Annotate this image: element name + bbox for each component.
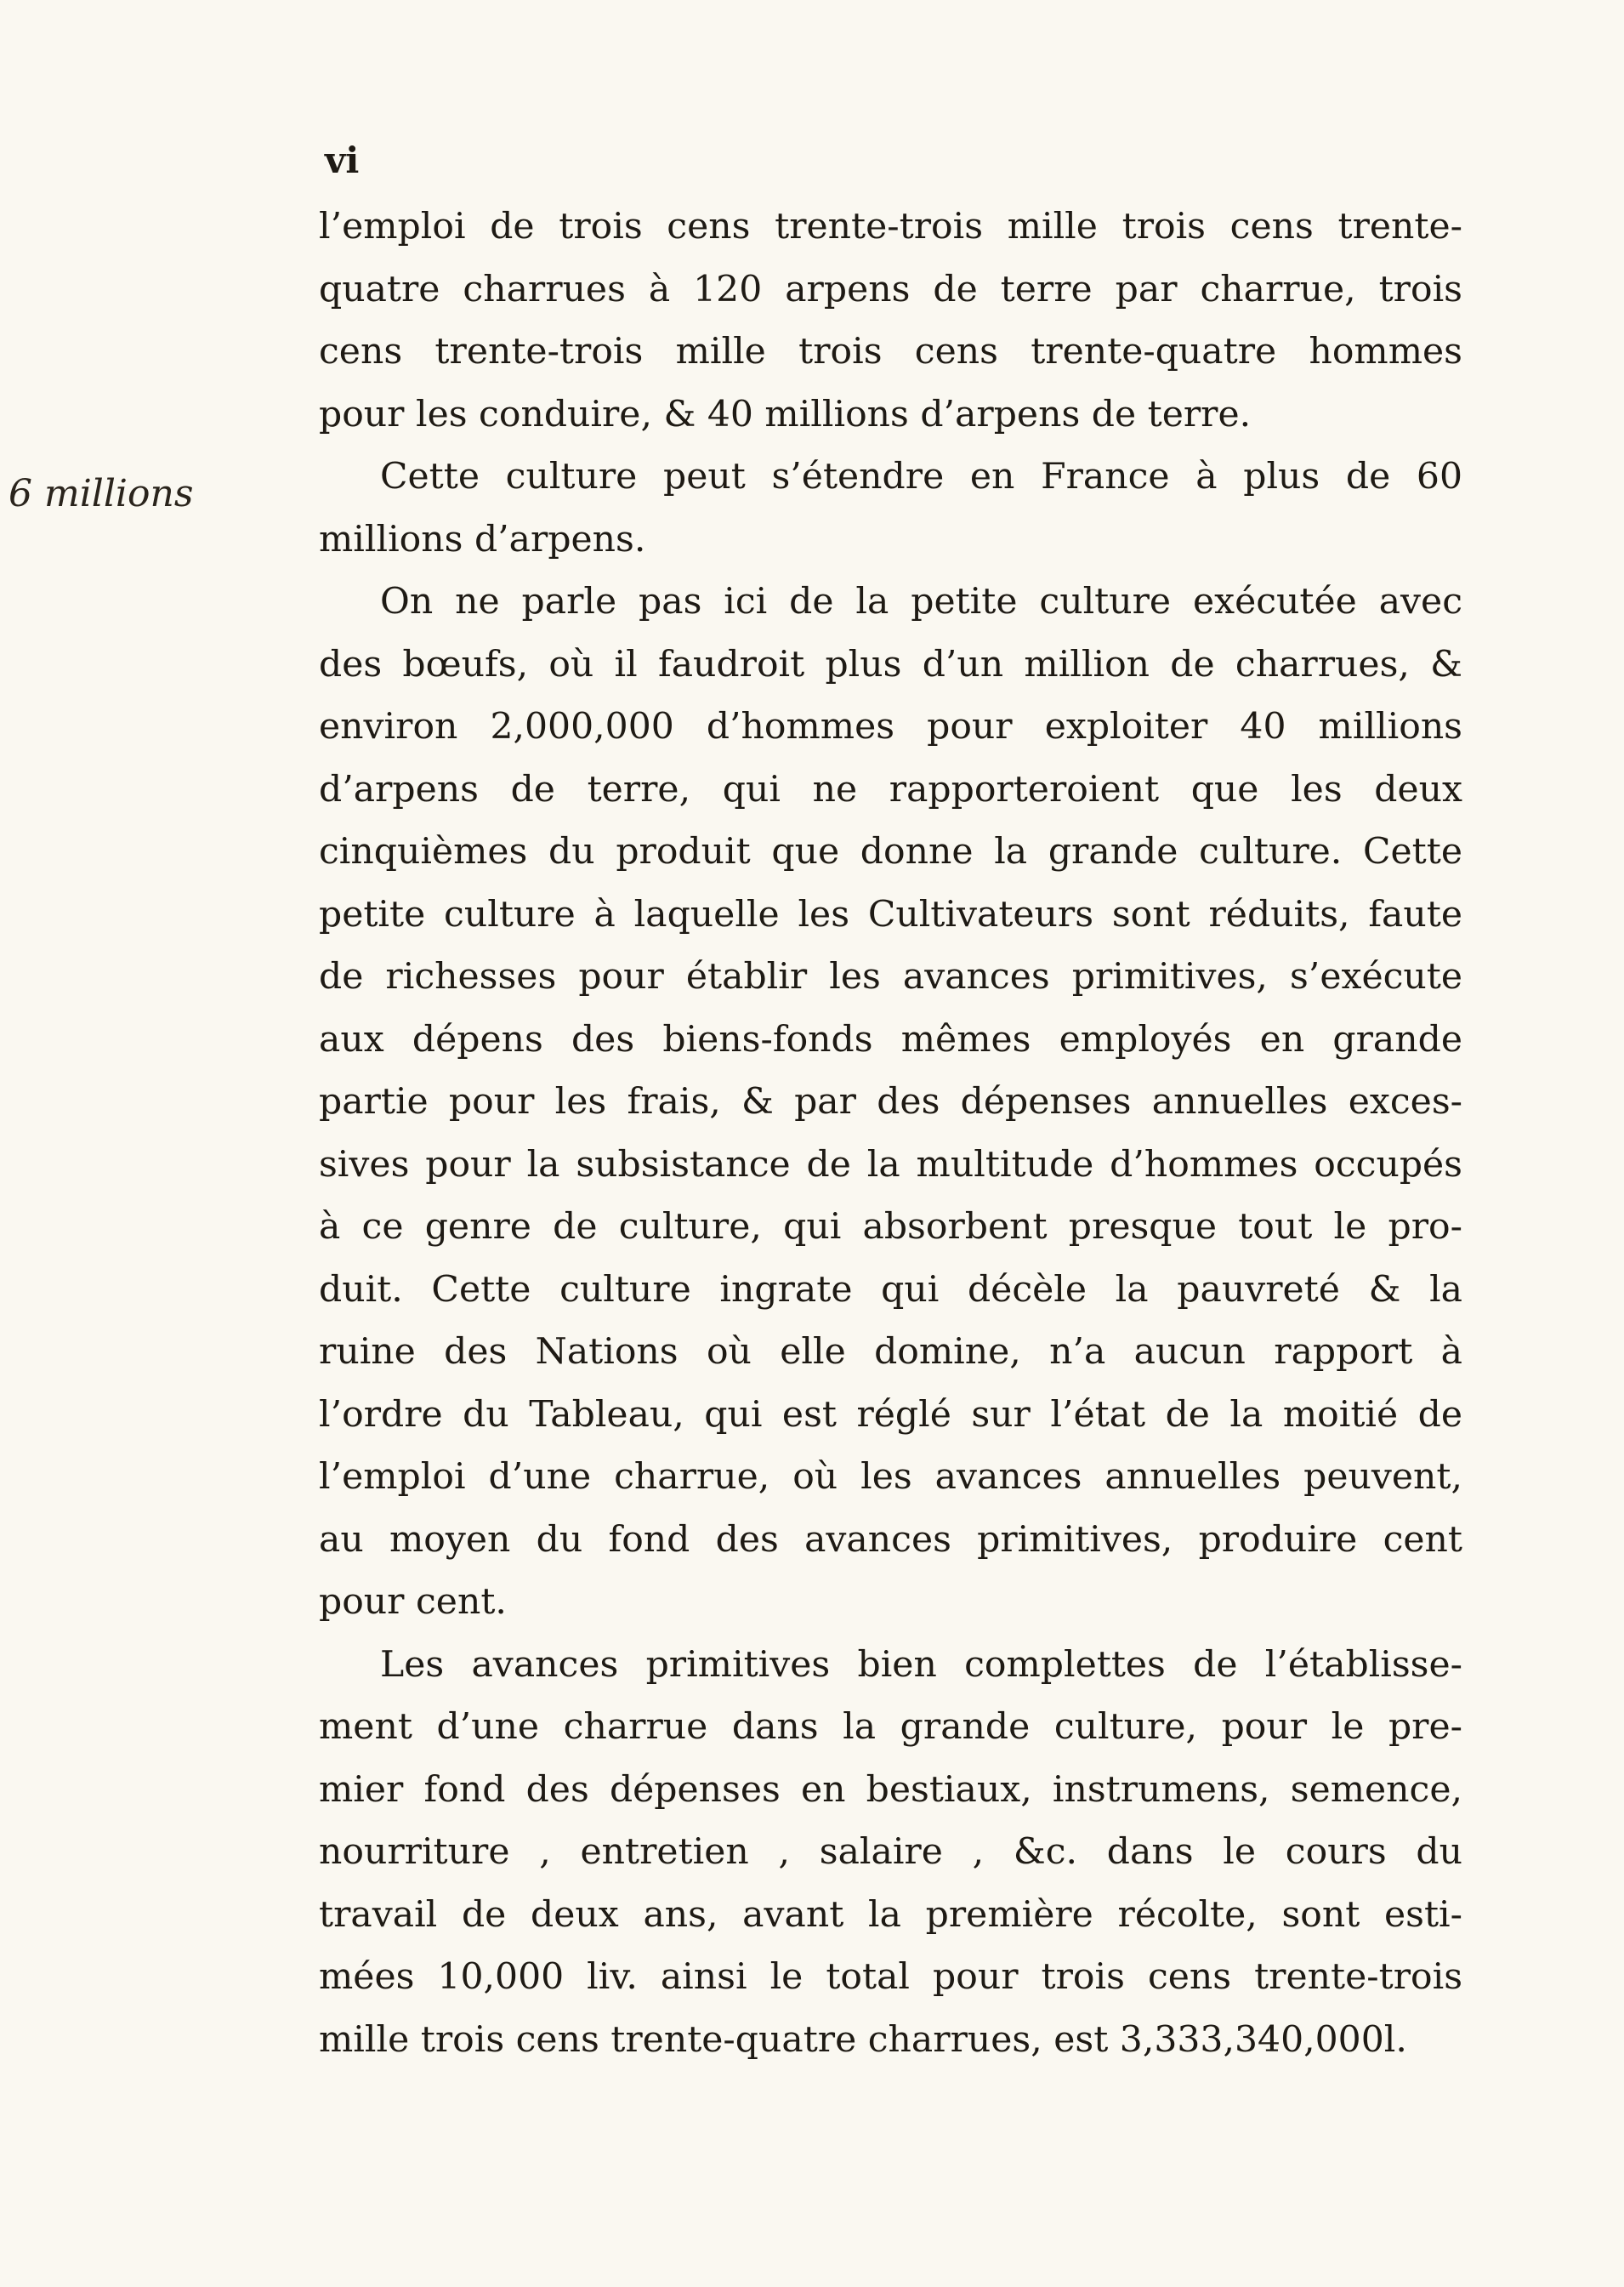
text-line: au moyen du fond des avances primitives, produire cent [319, 1518, 1462, 1561]
text-line: mées 10,000 liv. ainsi le total pour trois cens trente-trois [319, 1956, 1462, 1998]
text-line: ment d’une charrue dans la grande culture, pour le pre- [319, 1706, 1462, 1748]
text-line: d’arpens de terre, qui ne rapporteroient que les deux [319, 768, 1462, 811]
text-line: ruine des Nations où elle domine, n’a aucun rapport à [319, 1331, 1462, 1373]
text-line: Les avances primitives bien complettes de l’établisse- [380, 1643, 1462, 1686]
margin-annotation: 6 millions [9, 472, 194, 515]
text-line: de richesses pour établir les avances primitives, s’exécute [319, 956, 1462, 998]
text-line: nourriture , entretien , salaire , &c. dans le cours du [319, 1831, 1462, 1873]
text-line: travail de deux ans, avant la première récolte, sont esti- [319, 1893, 1462, 1936]
text-line: cinquièmes du produit que donne la grande culture. Cette [319, 831, 1462, 873]
text-line: quatre charrues à 120 arpens de terre par charrue, trois [319, 268, 1462, 310]
text-line: mier fond des dépenses en bestiaux, instrumens, semence, [319, 1768, 1462, 1811]
text-line: mille trois cens trente-quatre charrues, est 3,333,340,000l. [319, 2018, 1407, 2061]
text-line: partie pour les frais, & par des dépenses annuelles exces- [319, 1081, 1462, 1123]
text-line: à ce genre de culture, qui absorbent presque tout le pro- [319, 1206, 1462, 1248]
text-line: l’ordre du Tableau, qui est réglé sur l’état de la moitié de [319, 1393, 1462, 1436]
text-line: pour les conduire, & 40 millions d’arpens de terre. [319, 393, 1252, 435]
page-number: vi [325, 139, 360, 181]
text-line: petite culture à laquelle les Cultivateurs sont réduits, faute [319, 893, 1462, 936]
text-line: pour cent. [319, 1581, 507, 1623]
body-text [319, 196, 1462, 2071]
text-line: des bœufs, où il faudroit plus d’un million de charrues, & [319, 643, 1462, 686]
text-line: On ne parle pas ici de la petite culture exécutée avec [380, 581, 1462, 623]
text-line: aux dépens des biens-fonds mêmes employés en grande [319, 1018, 1462, 1061]
text-line: millions d’arpens. [319, 518, 646, 560]
text-line: sives pour la subsistance de la multitude d’hommes occupés [319, 1143, 1462, 1186]
text-line: duit. Cette culture ingrate qui décèle la pauvreté & la [319, 1268, 1462, 1311]
text-line: l’emploi de trois cens trente-trois mille trois cens trente- [319, 206, 1462, 247]
text-line: environ 2,000,000 d’hommes pour exploiter 40 millions [319, 706, 1462, 748]
text-line: Cette culture peut s’étendre en France à plus de 60 [380, 456, 1462, 498]
text-line: cens trente-trois mille trois cens trente-quatre hommes [319, 331, 1462, 373]
text-line: l’emploi d’une charrue, où les avances annuelles peuvent, [319, 1456, 1462, 1498]
